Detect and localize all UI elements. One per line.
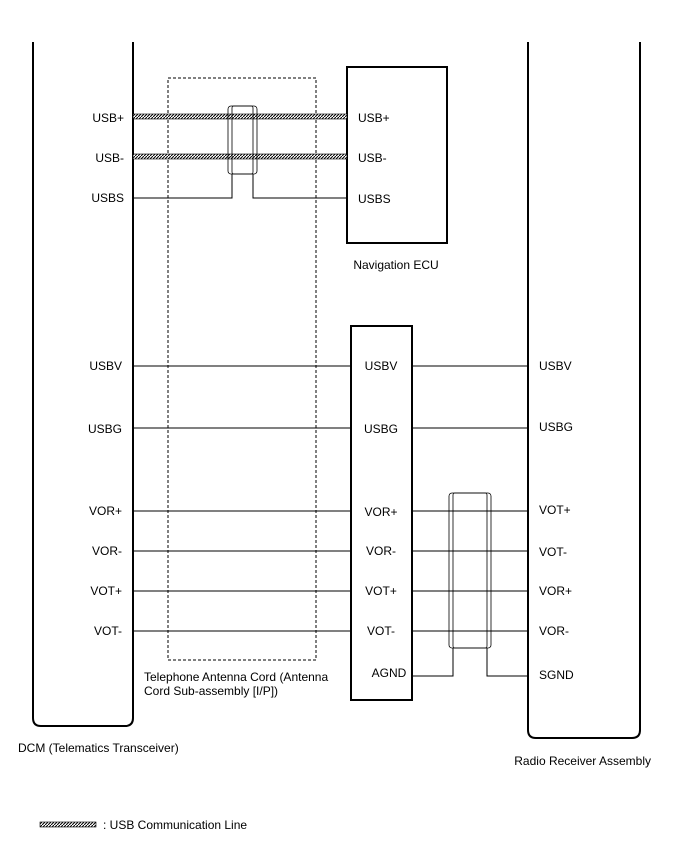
dcm-pin-vor-minus: VOR- [92,544,122,558]
usbs-wire [133,174,347,198]
junction-pin-vor-plus: VOR+ [364,505,398,519]
legend-usb-line-sample [40,822,96,827]
dcm-pin-vot-plus: VOT+ [90,584,122,598]
dcm-pin-vor-plus: VOR+ [88,504,122,518]
radio-pin-usbg: USBG [539,420,574,434]
navigation-ecu-label: Navigation ECU [353,258,439,272]
nav-pin-usbs: USBS [358,192,391,206]
radio-pin-vor-minus: VOR- [539,624,569,638]
junction-pin-vot-plus: VOT+ [365,584,397,598]
dcm-pin-usbv: USBV [89,359,122,373]
radio-pin-usbv: USBV [539,359,572,373]
antenna-cord-label-line2: Cord Sub-assembly [I/P]) [144,684,279,698]
ground-wire [412,648,528,676]
dcm-pin-usb-minus: USB- [95,151,124,165]
junction-pin-vot-minus: VOT- [366,624,396,638]
dcm-pin-usbs: USBS [91,191,124,205]
nav-pin-usb-plus: USB+ [358,111,390,125]
radio-pin-vor-plus: VOR+ [539,584,573,598]
radio-pin-vot-minus: VOT- [539,545,568,559]
dcm-pin-usb-plus: USB+ [92,111,124,125]
audio-shield-inner [453,493,487,648]
radio-receiver-label: Radio Receiver Assembly [514,754,651,768]
junction-pin-usbg: USBG [363,422,399,436]
audio-shield-outer [449,493,491,648]
dcm-pin-vot-minus: VOT- [93,624,122,638]
antenna-cord-boundary [168,78,316,660]
dcm-pin-usbg: USBG [87,422,122,436]
junction-pin-vor-minus: VOR- [366,544,396,558]
antenna-cord-label-line1: Telephone Antenna Cord (Antenna [144,670,329,684]
junction-pin-agnd: AGND [371,666,407,680]
dcm-label: DCM (Telematics Transceiver) [18,741,179,755]
legend-text: : USB Communication Line [103,818,248,832]
junction-pin-usbv: USBV [364,359,398,373]
radio-pin-sgnd: SGND [539,668,574,682]
radio-pin-vot-plus: VOT+ [539,503,571,517]
nav-pin-usb-minus: USB- [358,151,387,165]
usb-minus-line [133,154,347,159]
usb-plus-line [133,114,347,119]
